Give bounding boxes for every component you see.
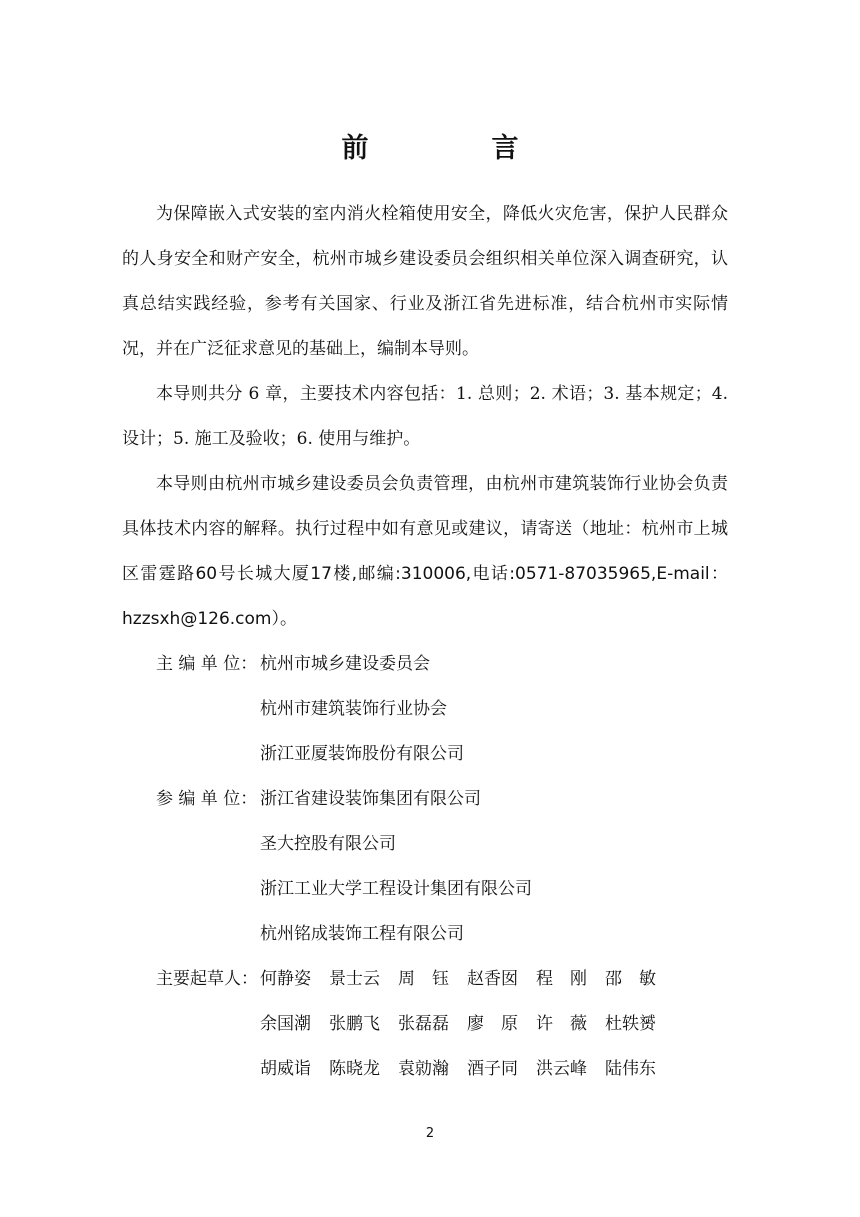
drafter-name: 廖 原 — [467, 1014, 518, 1034]
drafter-label: 主要起草人： — [156, 969, 258, 989]
drafter-name: 余国潮 — [260, 1014, 311, 1034]
chief-editor-row — [156, 732, 716, 777]
drafter-name: 张磊磊 — [398, 1014, 449, 1034]
participating-editor-row — [156, 777, 716, 822]
chief-editor-row — [156, 642, 716, 687]
preface-paragraph-3 — [122, 462, 728, 642]
chief-editor-row — [156, 687, 716, 732]
paragraph-3-text-a: 本导则由杭州市城乡建设委员会负责管理，由杭州市建筑装饰行业协会负责具体技术内容的解释。执行过程中如有意见或建议，请寄送（地址：杭州市上城区雷霆路 — [122, 474, 728, 584]
drafter-name: 胡威诣 — [260, 1059, 311, 1079]
drafter-name: 陈晓龙 — [329, 1059, 380, 1079]
drafter-names — [260, 1047, 716, 1092]
drafter-name: 陆伟东 — [605, 1059, 656, 1079]
drafter-names — [260, 1002, 716, 1047]
participating-editor-row — [156, 867, 716, 912]
paragraph-3-text-c: 号长城大厦 — [217, 564, 311, 584]
drafter-name: 杜轶赟 — [605, 1014, 656, 1034]
drafter-row — [156, 957, 716, 1002]
drafter-name: 何静姿 — [260, 969, 311, 989]
participating-editor-unit: 杭州铭成装饰工程有限公司 — [260, 924, 464, 944]
participating-editor-unit: 圣大控股有限公司 — [260, 834, 396, 854]
page-number: 2 — [425, 1126, 435, 1141]
paragraph-3-street-number: 60 — [195, 564, 218, 584]
drafter-name: 许 薇 — [536, 1014, 587, 1034]
drafter-name: 洪云峰 — [536, 1059, 587, 1079]
chief-editor-unit: 浙江亚厦装饰股份有限公司 — [260, 744, 464, 764]
drafter-name: 赵香囡 — [467, 969, 518, 989]
editors-section — [156, 642, 716, 1092]
preface-paragraph-1: 为保障嵌入式安装的室内消火栓箱使用安全，降低火灾危害，保护人民群众的人身安全和财产安全，杭州市城乡建设委员会组织相关单位深入调查研究，认真总结实践经验，参考有关国家、行业及浙江省先进标准，结合杭州市实际情况，并在广泛征求意见的基础上，编制本导则。 — [122, 204, 728, 359]
drafter-name: 张鹏飞 — [329, 1014, 380, 1034]
drafter-name: 景士云 — [329, 969, 380, 989]
paragraph-3-floor-number: 17 — [310, 564, 332, 584]
drafter-names — [260, 957, 716, 1002]
drafter-row — [156, 1047, 716, 1092]
page-title: 前 言 — [341, 133, 567, 164]
drafter-name: 周 钰 — [398, 969, 449, 989]
drafter-name: 邵 敏 — [605, 969, 656, 989]
preface-paragraph-2: 本导则共分 6 章，主要技术内容包括：1. 总则；2. 术语；3. 基本规定；4. 设计；5. 施工及验收；6. 使用与维护。 — [122, 384, 728, 449]
participating-editor-unit: 浙江省建设装饰集团有限公司 — [260, 789, 481, 809]
chief-editor-unit: 杭州市建筑装饰行业协会 — [260, 699, 447, 719]
drafter-name: 酒子同 — [467, 1059, 518, 1079]
participating-editor-row — [156, 912, 716, 957]
drafter-name: 程 刚 — [536, 969, 587, 989]
participating-editor-unit: 浙江工业大学工程设计集团有限公司 — [260, 879, 532, 899]
chief-editor-label: 主 编 单 位： — [156, 654, 258, 674]
drafter-row — [156, 1002, 716, 1047]
chief-editor-unit: 杭州市城乡建设委员会 — [260, 654, 430, 674]
paragraph-3-contact: 楼,邮编:310006,电话:0571-87035965,E-mail：hzzsxh@126.com）。 — [122, 564, 729, 629]
participating-editor-label: 参 编 单 位： — [156, 789, 258, 809]
drafter-name: 袁勍瀚 — [398, 1059, 449, 1079]
participating-editor-row — [156, 822, 716, 867]
